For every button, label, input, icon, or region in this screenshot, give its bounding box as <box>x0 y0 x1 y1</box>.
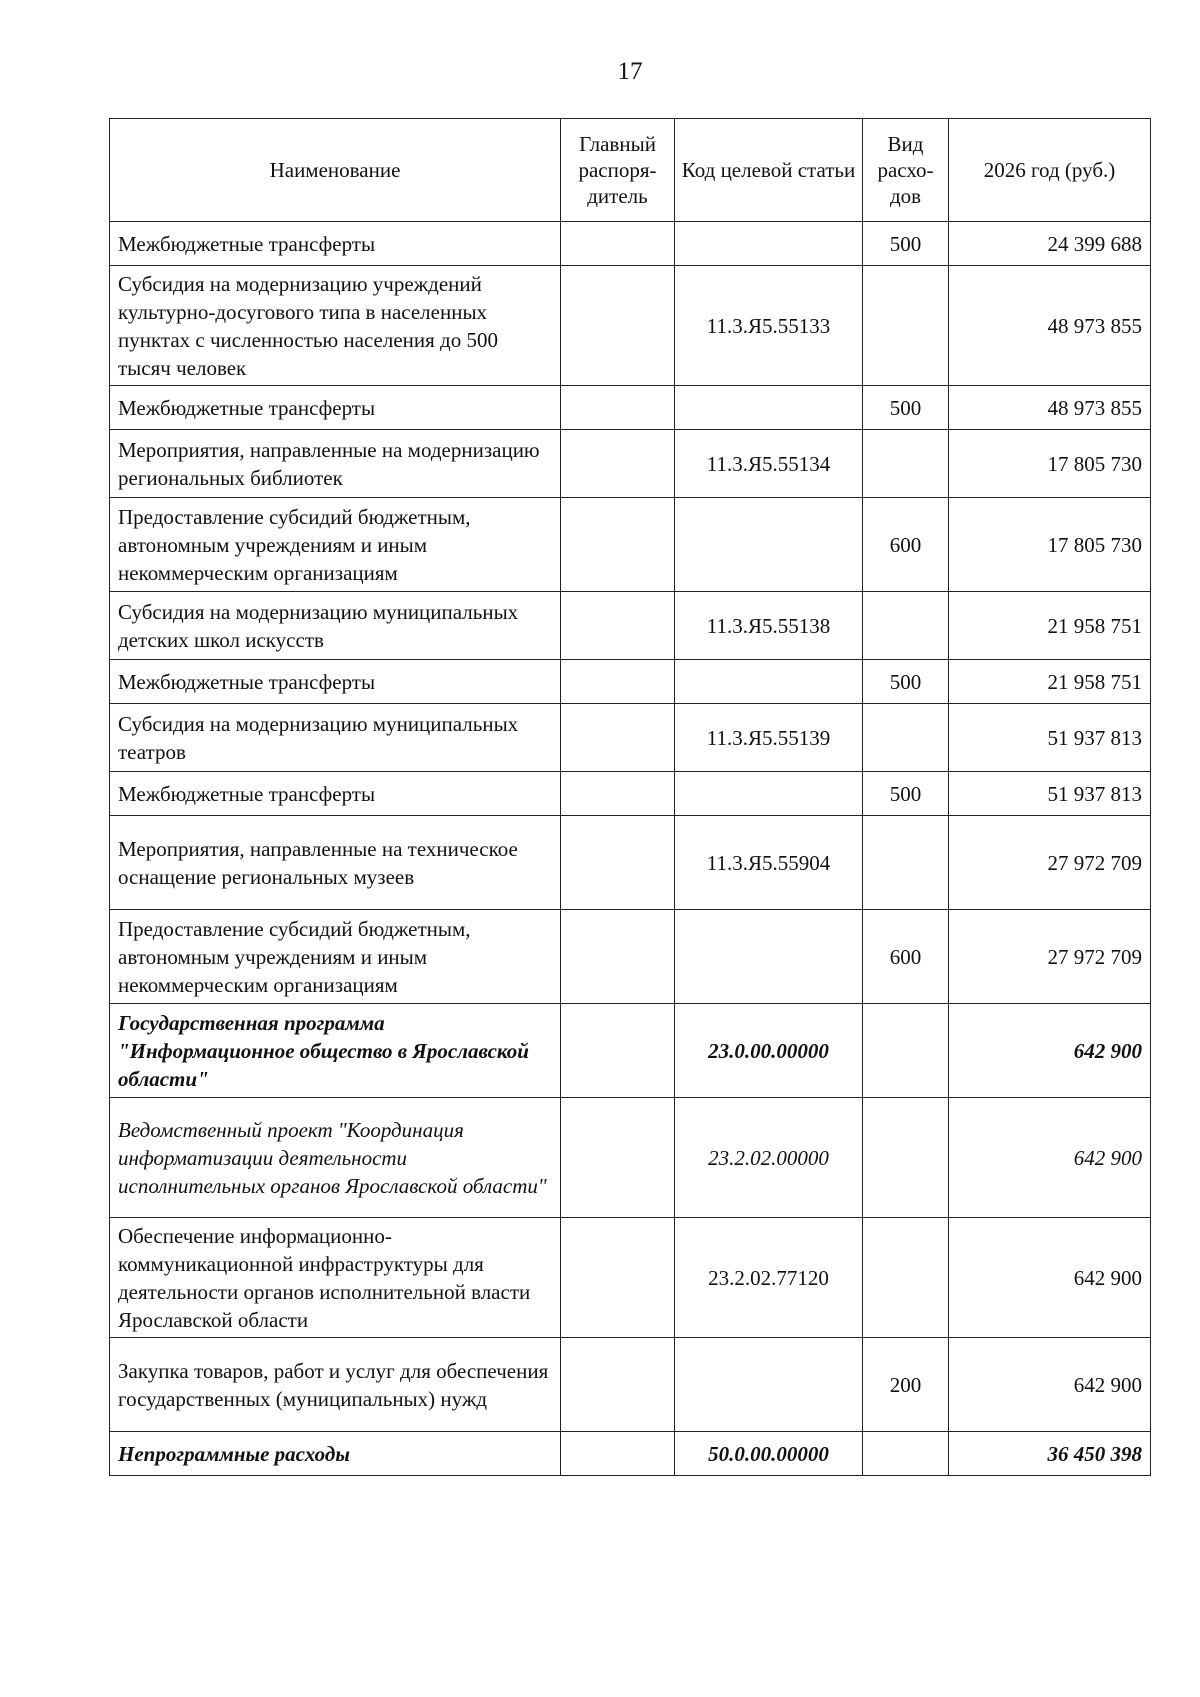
row-glav-cell <box>561 772 675 816</box>
row-code-cell: 11.3.Я5.55138 <box>675 592 863 660</box>
header-code: Код целевой статьи <box>675 119 863 222</box>
table-row <box>110 498 1151 592</box>
row-glav-cell <box>561 1218 675 1338</box>
table-row <box>110 1098 1151 1218</box>
row-glav-cell <box>561 910 675 1004</box>
table-row <box>110 1338 1151 1432</box>
row-amount-cell: 27 972 709 <box>949 910 1151 1004</box>
row-glav-cell <box>561 1004 675 1098</box>
header-glav: Главный распоря-дитель <box>561 119 675 222</box>
row-name-cell: Мероприятия, направленные на модернизацию региональных библиотек <box>110 430 561 498</box>
row-amount-cell: 17 805 730 <box>949 498 1151 592</box>
row-glav-cell <box>561 816 675 910</box>
row-code-cell: 23.0.00.00000 <box>675 1004 863 1098</box>
row-code-cell: 11.3.Я5.55139 <box>675 704 863 772</box>
header-amount: 2026 год (руб.) <box>949 119 1151 222</box>
table-row <box>110 1432 1151 1476</box>
row-amount-cell: 51 937 813 <box>949 704 1151 772</box>
table-row <box>110 266 1151 386</box>
row-name-cell: Непрограммные расходы <box>110 1432 561 1476</box>
row-name-cell: Предоставление субсидий бюджетным, автономным учреждениям и иным некоммерческим организациям <box>110 910 561 1004</box>
row-vid-cell <box>863 1004 949 1098</box>
row-name-cell: Межбюджетные трансферты <box>110 386 561 430</box>
row-code-cell <box>675 910 863 1004</box>
row-name-cell: Предоставление субсидий бюджетным, автономным учреждениям и иным некоммерческим организациям <box>110 498 561 592</box>
row-amount-cell: 642 900 <box>949 1218 1151 1338</box>
budget-table <box>109 118 1151 1476</box>
row-glav-cell <box>561 386 675 430</box>
row-glav-cell <box>561 1098 675 1218</box>
row-glav-cell <box>561 430 675 498</box>
table-row <box>110 816 1151 910</box>
row-code-cell <box>675 498 863 592</box>
row-vid-cell <box>863 592 949 660</box>
row-amount-cell: 48 973 855 <box>949 266 1151 386</box>
row-code-cell <box>675 386 863 430</box>
row-code-cell: 23.2.02.00000 <box>675 1098 863 1218</box>
table-row <box>110 910 1151 1004</box>
row-vid-cell: 200 <box>863 1338 949 1432</box>
table-row <box>110 430 1151 498</box>
row-vid-cell <box>863 704 949 772</box>
row-code-cell <box>675 660 863 704</box>
page-number: 17 <box>617 58 643 85</box>
row-code-cell: 50.0.00.00000 <box>675 1432 863 1476</box>
row-glav-cell <box>561 266 675 386</box>
table-row <box>110 660 1151 704</box>
row-glav-cell <box>561 592 675 660</box>
row-vid-cell <box>863 266 949 386</box>
row-code-cell: 11.3.Я5.55134 <box>675 430 863 498</box>
row-amount-cell: 642 900 <box>949 1098 1151 1218</box>
row-amount-cell: 51 937 813 <box>949 772 1151 816</box>
row-vid-cell: 600 <box>863 498 949 592</box>
row-amount-cell: 24 399 688 <box>949 222 1151 266</box>
row-glav-cell <box>561 1432 675 1476</box>
row-code-cell <box>675 1338 863 1432</box>
row-code-cell: 11.3.Я5.55133 <box>675 266 863 386</box>
row-glav-cell <box>561 1338 675 1432</box>
row-amount-cell: 48 973 855 <box>949 386 1151 430</box>
row-glav-cell <box>561 660 675 704</box>
row-amount-cell: 36 450 398 <box>949 1432 1151 1476</box>
row-vid-cell <box>863 816 949 910</box>
row-name-cell: Межбюджетные трансферты <box>110 772 561 816</box>
row-vid-cell <box>863 1218 949 1338</box>
row-amount-cell: 21 958 751 <box>949 660 1151 704</box>
table-row <box>110 1004 1151 1098</box>
table-row <box>110 386 1151 430</box>
table-row <box>110 1218 1151 1338</box>
row-code-cell: 11.3.Я5.55904 <box>675 816 863 910</box>
table-row <box>110 772 1151 816</box>
row-amount-cell: 27 972 709 <box>949 816 1151 910</box>
header-vid: Вид расхо-дов <box>863 119 949 222</box>
row-vid-cell <box>863 430 949 498</box>
row-vid-cell: 500 <box>863 772 949 816</box>
row-amount-cell: 642 900 <box>949 1338 1151 1432</box>
row-amount-cell: 642 900 <box>949 1004 1151 1098</box>
table-header-row <box>110 119 1151 222</box>
row-glav-cell <box>561 704 675 772</box>
table-body <box>110 222 1151 1476</box>
row-vid-cell <box>863 1098 949 1218</box>
row-amount-cell: 21 958 751 <box>949 592 1151 660</box>
row-name-cell: Субсидия на модернизацию учреждений культурно-досугового типа в населенных пунктах с численностью населения до 500 тысяч человек <box>110 266 561 386</box>
row-glav-cell <box>561 498 675 592</box>
header-name: Наименование <box>110 119 561 222</box>
row-vid-cell: 500 <box>863 386 949 430</box>
row-name-cell: Межбюджетные трансферты <box>110 660 561 704</box>
row-amount-cell: 17 805 730 <box>949 430 1151 498</box>
row-name-cell: Субсидия на модернизацию муниципальных детских школ искусств <box>110 592 561 660</box>
row-name-cell: Ведомственный проект "Координация информатизации деятельности исполнительных органов Ярославской области" <box>110 1098 561 1218</box>
row-name-cell: Государственная программа "Информационное общество в Ярославской области" <box>110 1004 561 1098</box>
row-glav-cell <box>561 222 675 266</box>
row-vid-cell <box>863 1432 949 1476</box>
row-vid-cell: 600 <box>863 910 949 1004</box>
row-name-cell: Межбюджетные трансферты <box>110 222 561 266</box>
table-row <box>110 704 1151 772</box>
table-row <box>110 592 1151 660</box>
row-name-cell: Закупка товаров, работ и услуг для обеспечения государственных (муниципальных) нужд <box>110 1338 561 1432</box>
row-name-cell: Мероприятия, направленные на техническое оснащение региональных музеев <box>110 816 561 910</box>
row-vid-cell: 500 <box>863 222 949 266</box>
row-name-cell: Обеспечение информационно-коммуникационной инфраструктуры для деятельности органов исполнительной власти Ярославской области <box>110 1218 561 1338</box>
row-code-cell <box>675 222 863 266</box>
row-vid-cell: 500 <box>863 660 949 704</box>
row-code-cell: 23.2.02.77120 <box>675 1218 863 1338</box>
row-name-cell: Субсидия на модернизацию муниципальных театров <box>110 704 561 772</box>
row-code-cell <box>675 772 863 816</box>
table-row <box>110 222 1151 266</box>
